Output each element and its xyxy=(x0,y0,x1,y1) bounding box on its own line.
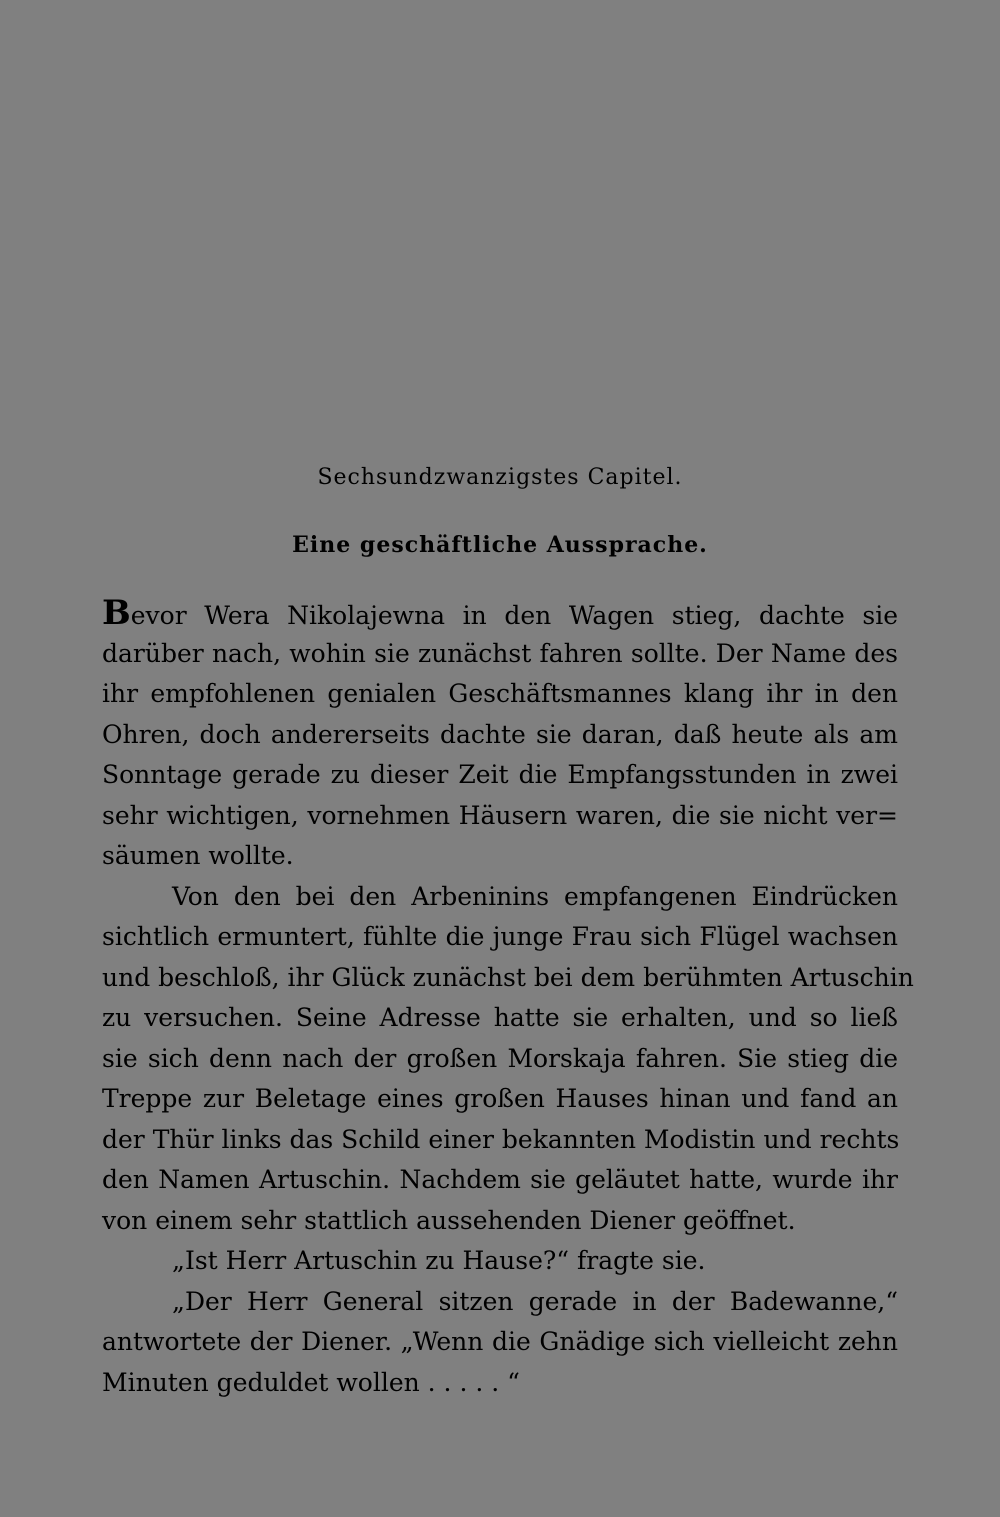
text-line: „Der Herr General sitzen gerade in der Badewanne,“ xyxy=(172,1286,898,1316)
text-line: Ohren, doch andererseits dachte sie daran, daß heute als am xyxy=(102,719,898,749)
text-line: antwortete der Diener. „Wenn die Gnädige sich vielleicht zehn xyxy=(102,1327,898,1356)
text-line: und beschloß, ihr Glück zunächst bei dem berühmten Artuschin xyxy=(102,962,914,992)
body-text xyxy=(102,593,914,1403)
text-line: ihr empfohlenen genialen Geschäftsmannes klang ihr in den xyxy=(102,679,898,708)
text-line: den Namen Artuschin. Nachdem sie geläutet hatte, wurde ihr xyxy=(102,1165,898,1194)
chapter-subtitle: Eine geschäftliche Aussprache. xyxy=(292,532,708,558)
text-line: säumen wollte. xyxy=(102,841,294,870)
text-line: Bevor Wera Nikolajewna in den Wagen stieg, dachte sie xyxy=(102,593,898,633)
chapter-heading: Sechsundzwanzigstes Capitel. xyxy=(317,465,683,490)
text-line: Sonntage gerade zu dieser Zeit die Empfangsstunden in zwei xyxy=(102,760,898,789)
text-line: Von den bei den Arbeninins empfangenen Eindrücken xyxy=(172,881,898,911)
text-line: Minuten geduldet wollen . . . . . “ xyxy=(102,1367,520,1397)
text-line: Treppe zur Beletage eines großen Hauses hinan und fand an xyxy=(102,1084,898,1113)
drop-cap: B xyxy=(102,593,131,633)
text-line: von einem sehr stattlich aussehenden Diener geöffnet. xyxy=(102,1205,796,1235)
text-line: der Thür links das Schild einer bekannten Modistin und rechts xyxy=(102,1124,900,1154)
text-line: sehr wichtigen, vornehmen Häusern waren, die sie nicht ver= xyxy=(102,800,898,830)
text-line: sie sich denn nach der großen Morskaja fahren. Sie stieg die xyxy=(102,1043,898,1073)
text-line: zu versuchen. Seine Adresse hatte sie erhalten, und so ließ xyxy=(102,1003,898,1032)
text-line: darüber nach, wohin sie zunächst fahren sollte. Der Name des xyxy=(102,638,898,668)
text-line: „Ist Herr Artuschin zu Hause?“ fragte sie. xyxy=(172,1246,706,1275)
text-line: sichtlich ermuntert, fühlte die junge Frau sich Flügel wachsen xyxy=(102,922,898,951)
